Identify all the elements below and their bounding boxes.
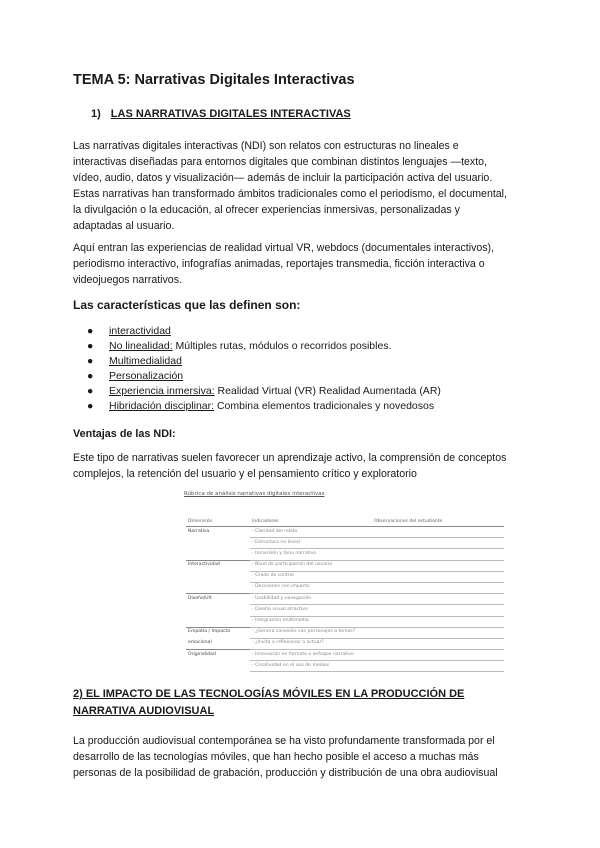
characteristics-heading: Las características que las definen son: — [73, 298, 301, 312]
indicator-cell: - Grado de control — [250, 571, 372, 582]
observation-cell — [372, 638, 504, 649]
indicator-cell: - ¿Genera conexión con personajes o temas? — [250, 627, 372, 638]
table-row — [186, 661, 504, 672]
indicator-cell: - Innovación en formato o enfoque narrativo — [250, 650, 372, 661]
bullet-icon: ● — [87, 325, 94, 337]
item-description: Realidad Virtual (VR) Realidad Aumentada (AR) — [214, 385, 441, 397]
observation-cell — [372, 560, 504, 571]
indicator-cell: - Integración multimedia — [250, 616, 372, 627]
list-item — [87, 384, 441, 399]
indicator-cell: - ¿Invita a reflexionar o actuar? — [250, 638, 372, 649]
bullet-icon: ● — [87, 385, 94, 397]
text-line: La producción audiovisual contemporánea se ha visto profundamente transformada por el — [73, 735, 495, 747]
observation-cell — [372, 605, 504, 616]
table-row — [186, 549, 504, 560]
text-line: vídeo, audio, datos y visualización— además de incluir la participación activa del usuario. — [73, 172, 493, 184]
column-header: Dimensión — [186, 517, 250, 527]
text-line: Las narrativas digitales interactivas (NDI) son relatos con estructuras no lineales e — [73, 140, 459, 152]
dimension-cell: Diseño/UX — [186, 594, 250, 605]
indicator-cell: - Decisiones con impacto — [250, 582, 372, 593]
item-term: Hibridación disciplinar: — [109, 400, 215, 412]
text-line: videojuegos narrativos. — [73, 274, 182, 286]
observation-cell — [372, 538, 504, 549]
dimension-cell — [186, 616, 250, 627]
observation-cell — [372, 627, 504, 638]
paragraph-advantages — [73, 450, 528, 482]
dimension-cell — [186, 549, 250, 560]
section-1-title: LAS NARRATIVAS DIGITALES INTERACTIVAS — [110, 108, 351, 120]
indicator-cell: - Diseño visual atractivo — [250, 605, 372, 616]
observation-cell — [372, 650, 504, 661]
text-line: adaptadas al usuario. — [73, 220, 175, 232]
dimension-cell — [186, 571, 250, 582]
table-row — [186, 638, 504, 649]
item-description: Combina elementos tradicionales y novedosos — [214, 400, 435, 412]
dimension-cell — [186, 605, 250, 616]
table-row — [186, 582, 504, 593]
observation-cell — [372, 549, 504, 560]
table-row — [186, 605, 504, 616]
item-term: Multimedialidad — [109, 355, 182, 367]
item-term: Personalización — [109, 370, 184, 382]
observation-cell — [372, 661, 504, 672]
section-2-line: 2) EL IMPACTO DE LAS TECNOLOGÍAS MÓVILES EN LA PRODUCCIÓN DE — [73, 688, 465, 700]
text-line: personas de la posibilidad de grabación, producción y distribución de una obra audiovisual — [73, 767, 498, 779]
text-line: Estas narrativas han transformado ámbitos tradicionales como el periodismo, el documental, — [73, 188, 507, 200]
section-2-line: NARRATIVA AUDIOVISUAL — [73, 705, 215, 717]
dimension-cell: Narrativa — [186, 527, 250, 538]
bullet-icon: ● — [87, 355, 94, 367]
item-description: Múltiples rutas, módulos o recorridos posibles. — [172, 340, 392, 352]
indicator-cell: - Creatividad en el uso de medios — [250, 661, 372, 672]
table-row — [186, 650, 504, 661]
table-row — [186, 560, 504, 571]
observation-cell — [372, 582, 504, 593]
figure-title: Rúbrica de análisis narrativas digitales interactivas — [184, 491, 325, 497]
dimension-cell: Interactividad — [186, 560, 250, 571]
section-2-heading — [73, 686, 513, 720]
list-item — [87, 399, 441, 414]
observation-cell — [372, 571, 504, 582]
item-term: interactividad — [109, 325, 171, 337]
column-header: Observaciones del estudiante — [372, 517, 504, 527]
item-term: No linealidad: — [109, 340, 173, 352]
paragraph-examples — [73, 240, 528, 288]
text-line: complejos, la retención del usuario y el pensamiento crítico y exploratorio — [73, 468, 417, 480]
bullet-icon: ● — [87, 340, 94, 352]
list-item — [87, 339, 441, 354]
list-item — [87, 354, 441, 369]
indicator-cell: - Usabilidad y navegación — [250, 594, 372, 605]
dimension-cell — [186, 538, 250, 549]
page-title: TEMA 5: Narrativas Digitales Interactivas — [73, 72, 355, 88]
table-row — [186, 538, 504, 549]
table-header-row — [186, 517, 504, 527]
indicator-cell: - Nivel de participación del usuario — [250, 560, 372, 571]
bullet-icon: ● — [87, 370, 94, 382]
indicator-cell: - Estructura no lineal — [250, 538, 372, 549]
rubric-table — [186, 517, 504, 672]
observation-cell — [372, 594, 504, 605]
text-line: Aquí entran las experiencias de realidad virtual VR, webdocs (documentales interactivos), — [73, 242, 495, 254]
text-line: interactivas diseñadas para entornos digitales que combinan distintos lenguajes —texto, — [73, 156, 487, 168]
dimension-cell: emocional — [188, 639, 212, 645]
observation-cell — [372, 527, 504, 538]
item-term: Experiencia inmersiva: — [109, 385, 215, 397]
section-1-number: 1) — [91, 108, 101, 120]
dimension-cell: Empatía / Impacto — [186, 627, 250, 638]
paragraph-definition — [73, 138, 528, 234]
section-1-heading — [91, 108, 351, 120]
table-row — [186, 571, 504, 582]
characteristics-list — [87, 324, 441, 414]
observation-cell — [372, 616, 504, 627]
advantages-heading: Ventajas de las NDI: — [73, 428, 176, 440]
dimension-cell — [186, 661, 250, 672]
text-line: la divulgación o la educación, al ofrecer experiencias inmersivas, personalizadas y — [73, 204, 460, 216]
list-item — [87, 369, 441, 384]
rubric-table-image — [180, 489, 510, 669]
column-header: Indicadores — [250, 517, 372, 527]
table-body — [186, 527, 504, 672]
bullet-icon: ● — [87, 400, 94, 412]
table-row — [186, 594, 504, 605]
text-line: periodismo interactivo, infografías animadas, reportajes transmedia, ficción interactiva o — [73, 258, 485, 270]
text-line: Este tipo de narrativas suelen favorecer un aprendizaje activo, la comprensión de conceptos — [73, 452, 507, 464]
text-line: desarrollo de las tecnologías móviles, que han hecho posible el acceso a muchas más — [73, 751, 479, 763]
indicator-cell: - Inmersión y tono narrativo — [250, 549, 372, 560]
table-row — [186, 627, 504, 638]
dimension-cell: Originalidad — [186, 650, 250, 661]
dimension-cell — [186, 582, 250, 593]
table-row — [186, 616, 504, 627]
table-row — [186, 527, 504, 538]
indicator-cell: - Claridad del relato — [250, 527, 372, 538]
paragraph-mobile — [73, 733, 528, 781]
list-item — [87, 324, 441, 339]
